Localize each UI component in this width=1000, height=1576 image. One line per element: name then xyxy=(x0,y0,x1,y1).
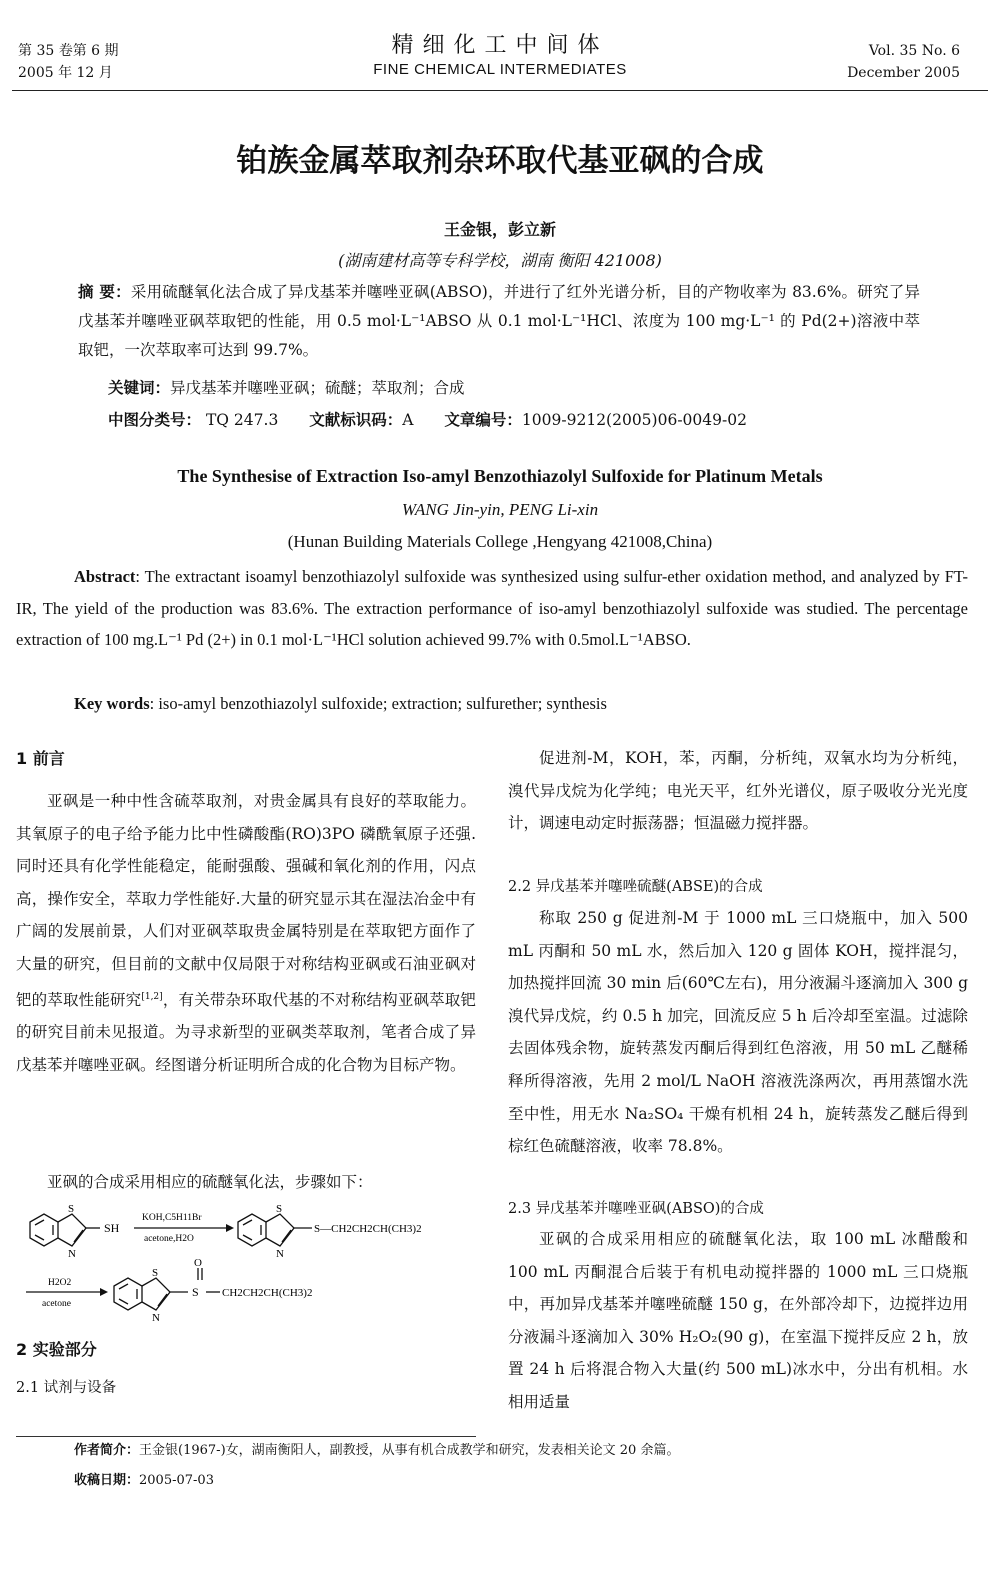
keywords-cn-label: 关键词： xyxy=(108,379,171,397)
abstract-en-text: : The extractant isoamyl benzothiazolyl sulfoxide was synthesized using sulfur-ether oxidation method, and analyzed by FT-IR, The yield of the production was 83.6%. The extraction performance of iso-amyl benzothiazolyl sulfoxide was studied. The percentage extraction of 100 mg.L⁻¹ Pd (2+) in 0.1 mol·L⁻¹HCl solution achieved 99.7% with 0.5mol.L⁻¹ABSO. xyxy=(16,567,968,649)
keywords-en-label: Key words xyxy=(74,694,150,713)
section-2-2-heading: 2.2 异戊基苯并噻唑硫醚(ABSE)的合成 xyxy=(508,879,763,895)
journal-name-cn: 精细化工中间体 xyxy=(391,33,609,58)
citation-ref: [1,2] xyxy=(141,991,163,1002)
affiliation-en: (Hunan Building Materials College ,Hengyang 421008,China) xyxy=(287,532,713,551)
benzothiazole-ring-1 xyxy=(30,1214,100,1246)
keywords-en xyxy=(74,690,607,718)
reagents-paragraph: 促进剂-M，KOH，苯，丙酮，分析纯，双氧水均为分析纯，溴代异戊烷为化学纯；电光天平，红外光谱仪，原子吸收分光光度计，调速电动定时振荡器；恒温磁力搅拌器。 xyxy=(508,749,968,833)
atom-n-1: N xyxy=(68,1248,76,1260)
abstract-cn xyxy=(78,278,920,365)
keywords-cn xyxy=(108,374,465,402)
abstract-en xyxy=(16,561,968,656)
section-2-heading: 2 实验部分 xyxy=(16,1340,97,1359)
reagent-1-top: KOH,C5H11Br xyxy=(142,1213,202,1223)
received-date xyxy=(74,1470,214,1492)
abstract-cn-text: 采用硫醚氧化法合成了异戊基苯并噻唑亚砜(ABSO)，并进行了红外光谱分析，目的产物收率为 83.6%。研究了异戊基苯并噻唑亚砜萃取钯的性能，用 0.5 mol·L⁻¹ABSO 从 0.1 mol·L⁻¹HCl、浓度为 100 mg·L⁻¹ 的 Pd(2+)溶液中萃取钯，一次萃取率可达到 99.7%。 xyxy=(78,283,920,359)
section-2-1-heading: 2.1 试剂与设备 xyxy=(16,1380,117,1396)
section-2-3-heading: 2.3 异戊基苯并噻唑亚砜(ABSO)的合成 xyxy=(508,1201,764,1217)
sulfoxide-sulfur: S xyxy=(192,1285,199,1299)
reagent-2-bottom: acetone xyxy=(42,1299,72,1309)
author-bio-label: 作者简介： xyxy=(74,1443,140,1458)
doc-code-value: A xyxy=(402,411,414,429)
atom-s-2: S xyxy=(276,1203,283,1215)
sulfoxide-oxygen: O xyxy=(194,1257,202,1269)
clc-value: TQ 247.3 xyxy=(205,411,279,429)
abstract-cn-label: 摘 要： xyxy=(78,283,131,301)
author-bio xyxy=(74,1440,679,1462)
atom-n-2: N xyxy=(276,1248,284,1260)
article-no-value: 1009-9212(2005)06-0049-02 xyxy=(521,411,747,429)
author-bio-text: 王金银(1967-)女，湖南衡阳人，副教授，从事有机合成教学和研究，发表相关论文 20 余篇。 xyxy=(139,1443,680,1458)
thiol-group: SH xyxy=(104,1221,120,1235)
atom-s-1: S xyxy=(68,1203,75,1215)
paper-title-cn: 铂族金属萃取剂杂环取代基亚砜的合成 xyxy=(236,143,764,179)
affiliation-cn: (湖南建材高等专科学校，湖南 衡阳 421008) xyxy=(338,251,662,270)
reaction-scheme xyxy=(16,1200,486,1330)
received-date-text: 2005-07-03 xyxy=(139,1473,214,1488)
header-volume-en xyxy=(847,40,960,84)
classification-line xyxy=(108,406,747,434)
atom-s-3: S xyxy=(152,1267,159,1279)
header-vol-en: Vol. 35 No. 6 xyxy=(868,43,960,59)
abstract-en-label: Abstract xyxy=(74,567,136,586)
section-1-paragraph xyxy=(16,785,476,1082)
section-1-text: 亚砜是一种中性含硫萃取剂，对贵金属具有良好的萃取能力。其氧原子的电子给予能力比中性磷酸酯(RO)3PO 磷酰氧原子还强.同时还具有化学性能稳定，能耐强酸、强碱和氧化剂的作用，闪点高，操作安全，萃取力学性能好.大量的研究显示其在湿法冶金中有广阔的发展前景，人们对亚砜萃取贵金属特别是在萃取钯方面作了大量的研究，但目前的文献中仅局限于对称结构亚砜或石油亚砜对钯的萃取性能研究 xyxy=(16,792,476,1009)
clc-label: 中图分类号： xyxy=(108,411,202,429)
keywords-en-text: : iso-amyl benzothiazolyl sulfoxide; extraction; sulfurether; synthesis xyxy=(149,694,607,713)
section-2-2-paragraph: 称取 250 g 促进剂-M 于 1000 mL 三口烧瓶中，加入 500 mL 丙酮和 50 mL 水，然后加入 120 g 固体 KOH，搅拌混匀，加热搅拌回流 30 min 后(60℃左右)，用分液漏斗逐滴加入 300 g 溴代异戊烷，约 0.5 h 加完，回流反应 5 h 后冷却至室温。过滤除去固体残余物，旋转蒸发丙酮后得到红色溶液，用 50 mL 乙醚稀释所得溶液，先用 2 mol/L NaOH 溶液洗涤两次，再用蒸馏水洗至中性，用无水 Na₂SO₄ 干燥有机相 24 h，旋转蒸发乙醚后得到棕红色硫醚溶液，收率 78.8%。 xyxy=(508,909,968,1156)
section-1-heading: 1 前言 xyxy=(16,749,65,768)
article-no-label: 文章编号： xyxy=(444,411,522,429)
journal-name-en: FINE CHEMICAL INTERMEDIATES xyxy=(373,61,627,78)
keywords-cn-text: 异戊基苯并噻唑亚砜；硫醚；萃取剂；合成 xyxy=(170,379,465,397)
authors-en: WANG Jin-yin, PENG Li-xin xyxy=(401,500,599,519)
header-date-cn: 2005 年 12 月 xyxy=(18,65,113,81)
arrowhead-1 xyxy=(226,1224,234,1232)
authors-cn: 王金银，彭立新 xyxy=(443,220,556,239)
sulfide-chain: S—CH2CH2CH(CH3)2 xyxy=(314,1223,422,1235)
reagent-2-top: H2O2 xyxy=(48,1278,72,1288)
atom-n-3: N xyxy=(152,1312,160,1324)
sulfoxide-chain: CH2CH2CH(CH3)2 xyxy=(222,1287,313,1299)
header-date-en: December 2005 xyxy=(847,65,960,81)
footnote-rule xyxy=(16,1436,476,1437)
doc-code-label: 文献标识码： xyxy=(309,411,403,429)
section-2-3-paragraph: 亚砜的合成采用相应的硫醚氧化法，取 100 mL 冰醋酸和 100 mL 丙酮混合后装于有机电动搅拌器的 1000 mL 三口烧瓶中，再加异戊基苯并噻唑硫醚 150 g，在外部冷却下，边搅拌边用分液漏斗逐滴加入 30% H₂O₂(90 g)，在室温下搅拌反应 2 h，放置 24 h 后将混合物入大量(约 500 mL)冰水中，分出有机相。水相用适量 xyxy=(508,1230,968,1411)
received-date-label: 收稿日期： xyxy=(74,1473,140,1488)
synthesis-intro: 亚砜的合成采用相应的硫醚氧化法，步骤如下： xyxy=(47,1173,373,1191)
section-1-text-tail: ，有关带杂环取代基的不对称结构亚砜萃取钯的研究目前未见报道。为寻求新型的亚砜类萃取剂，笔者合成了异戊基苯并噻唑亚砜。经图谱分析证明所合成的化合物为目标产物。 xyxy=(16,990,476,1074)
arrowhead-2 xyxy=(100,1288,108,1296)
benzothiazole-ring-3 xyxy=(114,1268,220,1310)
reagent-1-bottom: acetone,H2O xyxy=(144,1234,194,1244)
header-rule xyxy=(12,90,988,91)
header-vol-cn: 第 35 卷第 6 期 xyxy=(18,43,119,59)
benzothiazole-ring-2 xyxy=(238,1214,312,1246)
paper-title-en: The Synthesise of Extraction Iso-amyl Benzothiazolyl Sulfoxide for Platinum Metals xyxy=(177,466,823,486)
